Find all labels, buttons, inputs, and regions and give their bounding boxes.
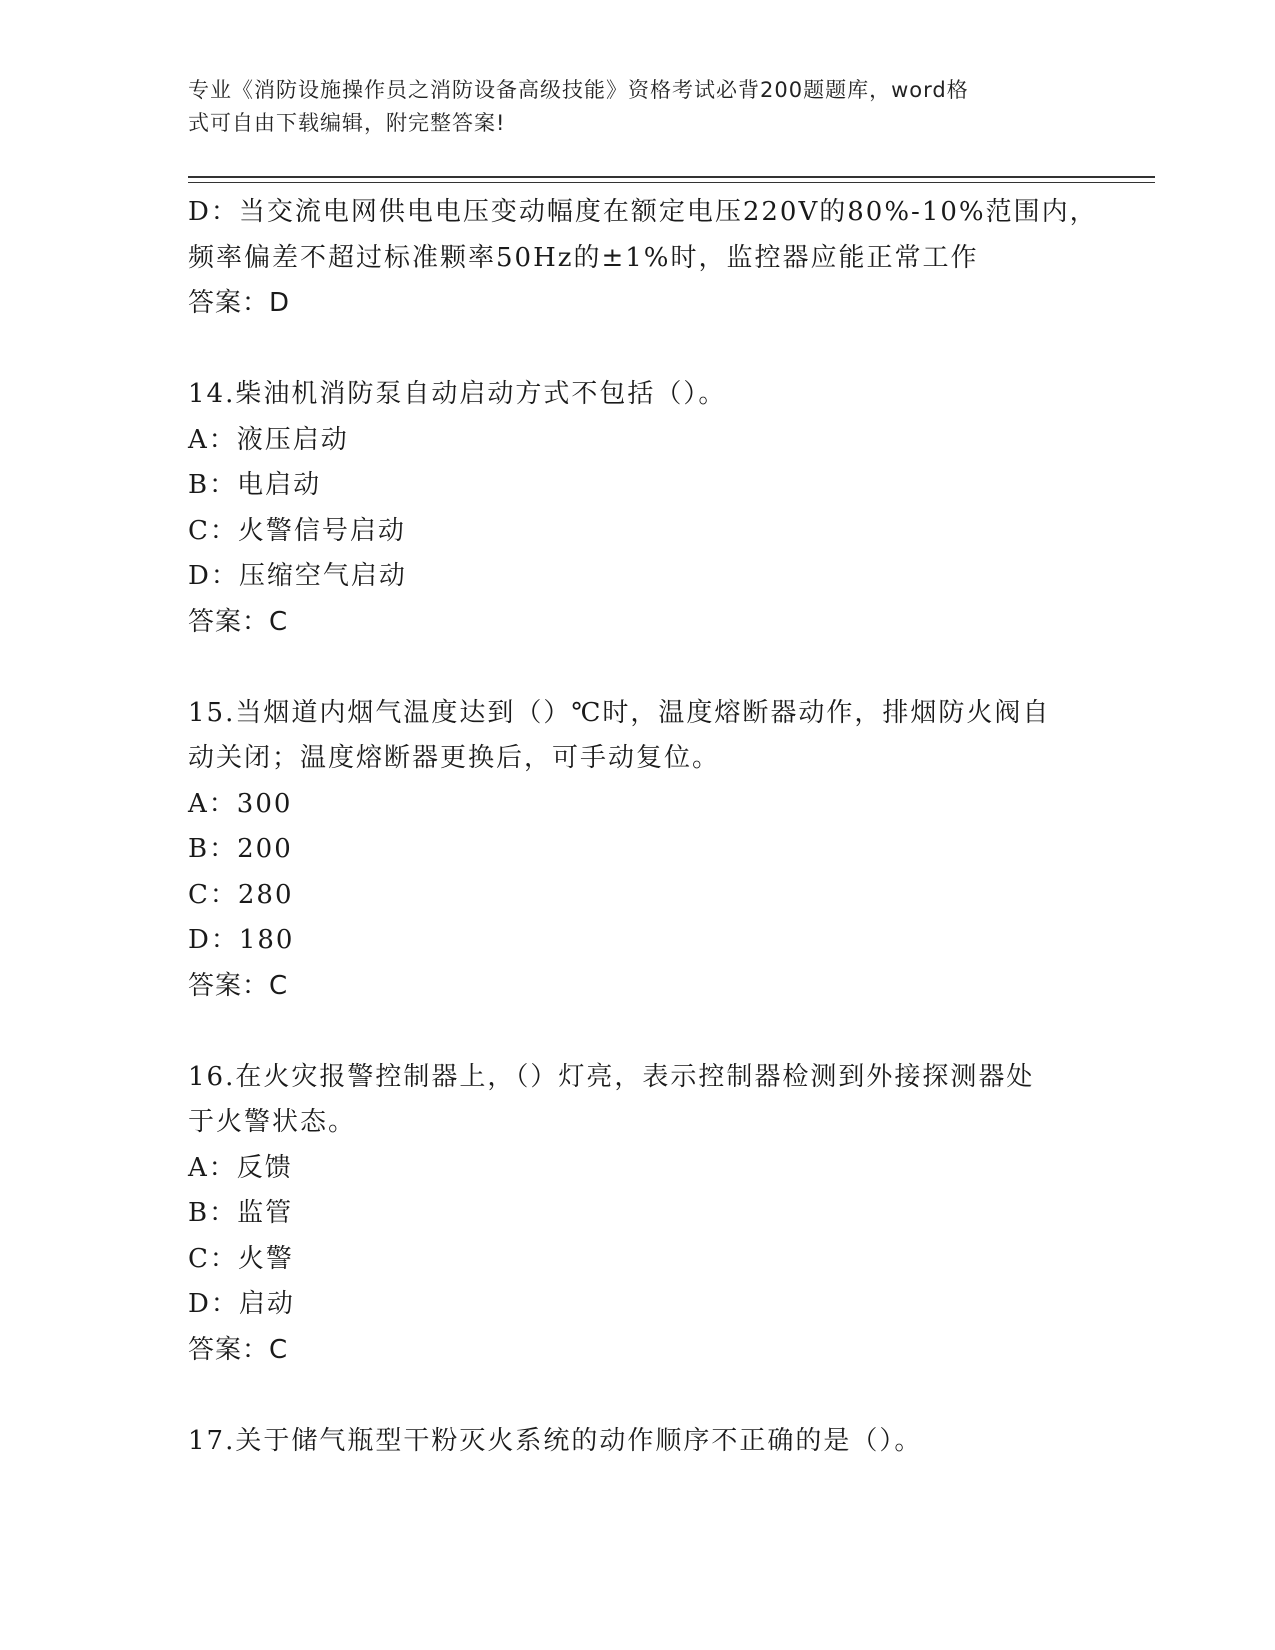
option-b: B：200 xyxy=(188,834,293,864)
spacer xyxy=(188,645,1088,691)
question-stem: 17.关于储气瓶型干粉灭火系统的动作顺序不正确的是（）。 xyxy=(188,1425,923,1456)
question-stem: 16.在火灾报警控制器上，（）灯亮，表示控制器检测到外接探测器处 xyxy=(188,1061,1035,1092)
question-stem-continued: 于火警状态。 xyxy=(188,1107,357,1137)
option-a: A：反馈 xyxy=(188,1152,293,1183)
question-17 xyxy=(188,1419,1088,1465)
question-stem: 15.当烟道内烟气温度达到（）℃时，温度熔断器动作，排烟防火阀自 xyxy=(188,697,1051,728)
option-c: C：火警 xyxy=(188,1243,294,1274)
option-d: D：当交流电网供电电压变动幅度在额定电压220V的80%-10%范围内， xyxy=(188,197,1098,227)
answer-line: 答案：C xyxy=(188,1334,289,1365)
answer-line: 答案：D xyxy=(188,288,291,318)
header-divider xyxy=(188,176,1155,178)
question-16 xyxy=(188,1055,1088,1374)
option-d-continued: 频率偏差不超过标准颗率50Hz的±1%时，监控器应能正常工作 xyxy=(188,242,979,273)
spacer xyxy=(188,327,1088,373)
header-line-2: 式可自由下载编辑，附完整答案! xyxy=(188,111,506,135)
question-15 xyxy=(188,691,1088,1010)
question-list xyxy=(188,190,1098,1464)
carryover-block xyxy=(188,190,1098,327)
header-line-1: 专业《消防设施操作员之消防设备高级技能》资格考试必背200题题库，word格 xyxy=(188,78,969,102)
question-stem: 14.柴油机消防泵自动启动方式不包括（）。 xyxy=(188,379,727,409)
option-a: A：300 xyxy=(188,788,293,819)
header-divider-thin xyxy=(188,182,1155,183)
option-a: A：液压启动 xyxy=(188,424,349,455)
page-header xyxy=(188,74,1068,140)
question-stem-continued: 动关闭；温度熔断器更换后，可手动复位。 xyxy=(188,743,721,773)
option-d: D：压缩空气启动 xyxy=(188,561,407,591)
answer-line: 答案：C xyxy=(188,970,289,1001)
answer-line: 答案：C xyxy=(188,606,289,637)
spacer xyxy=(188,1373,1088,1419)
option-d: D：180 xyxy=(188,925,295,955)
option-c: C：火警信号启动 xyxy=(188,515,406,546)
question-14 xyxy=(188,372,1088,645)
option-b: B：监管 xyxy=(188,1198,294,1228)
option-c: C：280 xyxy=(188,879,294,910)
option-b: B：电启动 xyxy=(188,470,322,500)
spacer xyxy=(188,1009,1088,1055)
option-d: D：启动 xyxy=(188,1289,295,1319)
